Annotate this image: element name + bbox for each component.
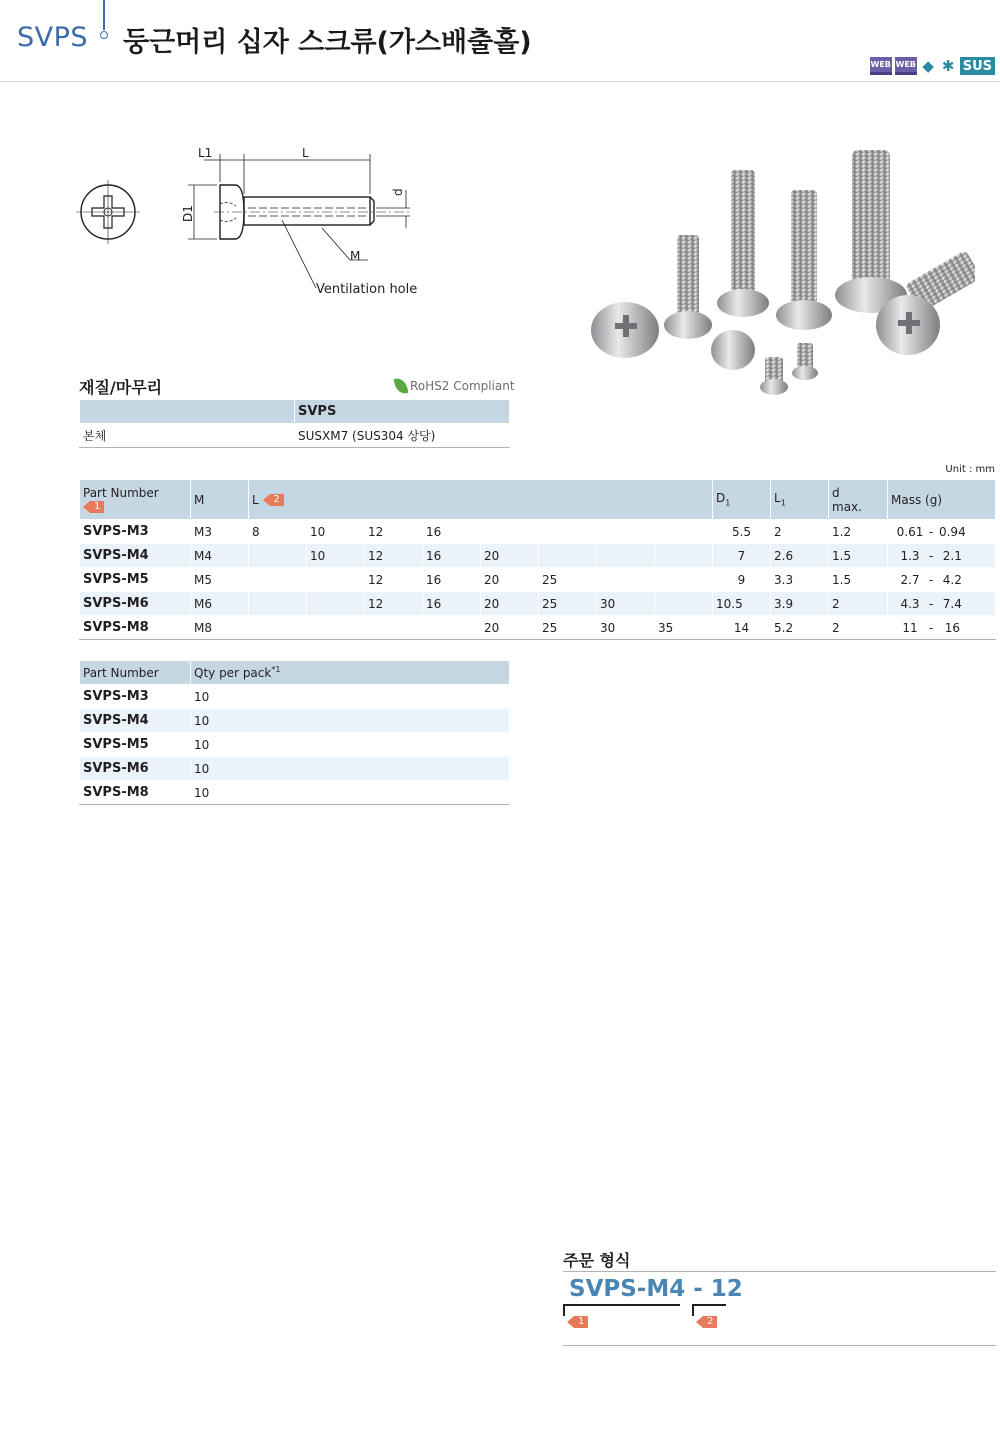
d1-cell: 10.5 <box>713 592 771 616</box>
qty-cell: 10 <box>191 781 510 805</box>
d1-cell: 14 <box>713 616 771 640</box>
l1-label: L1 <box>198 146 213 160</box>
d-cell: 1.2 <box>829 520 888 544</box>
l-cell <box>655 520 713 544</box>
order-code: SVPS-M4 - 12 <box>569 1276 743 1302</box>
l-cell <box>249 568 307 592</box>
mass-max: 0.94 <box>938 524 966 539</box>
d1-cell: 9 <box>713 568 771 592</box>
part-number-cell: SVPS-M6 <box>80 757 191 781</box>
d1-cell: 7 <box>713 544 771 568</box>
l-cell <box>307 568 365 592</box>
header-d1-label: D <box>716 491 726 506</box>
l-cell <box>655 568 713 592</box>
l-label: L <box>302 146 309 160</box>
qty-cell: 10 <box>191 757 510 781</box>
page-header <box>0 0 1000 82</box>
mass-sep: - <box>929 620 934 635</box>
material-row-label: 본체 <box>80 424 295 448</box>
table-row <box>80 757 510 781</box>
tag-1 <box>83 501 104 513</box>
mass-min: 0.61 <box>896 524 924 539</box>
part-number-cell: SVPS-M4 <box>80 544 191 568</box>
mass-cell <box>888 592 996 616</box>
mass-max: 16 <box>944 620 960 635</box>
mass-sep: - <box>929 548 934 563</box>
table-row <box>80 709 510 733</box>
table-row <box>80 781 510 805</box>
header-l1-sub: 1 <box>780 498 786 508</box>
qty-cell: 10 <box>191 709 510 733</box>
l-cell: 16 <box>423 592 481 616</box>
table-row <box>80 733 510 757</box>
header-m: M <box>191 480 249 520</box>
order-tag-1-label: 1 <box>574 1316 588 1328</box>
side-view <box>214 185 410 239</box>
header-l1 <box>771 480 829 520</box>
order-tag-1 <box>567 1316 588 1328</box>
l-cell: 16 <box>423 568 481 592</box>
d1-cell: 5.5 <box>713 520 771 544</box>
table-row <box>80 568 996 592</box>
table-row <box>80 685 510 709</box>
header-d <box>829 480 888 520</box>
tag-2-label: 2 <box>270 494 284 506</box>
l-cell <box>307 616 365 640</box>
part-number-cell: SVPS-M5 <box>80 733 191 757</box>
sus-badge: SUS <box>960 57 995 75</box>
order-tag-2-label: 2 <box>703 1316 717 1328</box>
m-cell: M4 <box>191 544 249 568</box>
unit-label: Unit : mm <box>945 464 995 475</box>
order-bottom-divider <box>563 1345 996 1346</box>
ventilation-hole-label: Ventilation hole <box>316 282 418 297</box>
l-cell: 10 <box>307 520 365 544</box>
d-cell: 2 <box>829 616 888 640</box>
l-cell <box>539 520 597 544</box>
qty-header-qty <box>191 661 510 685</box>
qty-table <box>79 660 510 805</box>
header-l <box>249 480 713 520</box>
header-l1-label: L <box>774 491 781 506</box>
mass-sep: - <box>929 572 934 587</box>
l-cell <box>481 520 539 544</box>
m-cell: M5 <box>191 568 249 592</box>
table-row <box>80 544 996 568</box>
d-cell: 1.5 <box>829 568 888 592</box>
header-divider-line <box>103 0 105 30</box>
l-cell: 12 <box>365 568 423 592</box>
l-cell <box>423 616 481 640</box>
material-header-empty <box>80 400 295 424</box>
m-label: M <box>350 249 361 263</box>
mass-sep: - <box>929 524 934 539</box>
tag-2 <box>263 494 284 506</box>
header-l-label: L <box>252 492 259 507</box>
tag-1-label: 1 <box>90 501 104 513</box>
l-cell: 35 <box>655 616 713 640</box>
l-cell: 16 <box>423 544 481 568</box>
d-cell: 2 <box>829 592 888 616</box>
mass-min: 4.3 <box>900 596 920 611</box>
l-cell: 10 <box>307 544 365 568</box>
d-label: d <box>391 188 405 196</box>
header-part-number-label: Part Number <box>83 485 159 500</box>
gear-icon: ✱ <box>941 57 955 75</box>
part-number-cell: SVPS-M4 <box>80 709 191 733</box>
l1-cell: 5.2 <box>771 616 829 640</box>
material-title: 재질/마무리 <box>79 378 163 397</box>
l-cell <box>249 592 307 616</box>
part-number-cell: SVPS-M6 <box>80 592 191 616</box>
l1-cell: 3.9 <box>771 592 829 616</box>
material-header-svps: SVPS <box>295 400 510 424</box>
l-cell <box>249 616 307 640</box>
material-row-value: SUSXM7 (SUS304 상당) <box>295 424 510 448</box>
m-cell: M3 <box>191 520 249 544</box>
l-cell: 20 <box>481 544 539 568</box>
l-cell <box>597 520 655 544</box>
header-divider-dot <box>100 31 108 39</box>
header-d-label: d <box>832 485 840 500</box>
mass-max: 4.2 <box>942 572 962 587</box>
product-photo <box>585 125 975 405</box>
page-title: 둥근머리 십자 스크류(가스배출홀) <box>123 27 532 58</box>
l-cell: 25 <box>539 568 597 592</box>
l-cell: 16 <box>423 520 481 544</box>
series-code: SVPS <box>17 22 89 53</box>
leaf-icon <box>394 377 409 395</box>
part-number-cell: SVPS-M5 <box>80 568 191 592</box>
order-tag-2 <box>696 1316 717 1328</box>
header-mass: Mass (g) <box>888 480 996 520</box>
l-cell <box>597 568 655 592</box>
header-d1-sub: 1 <box>725 498 731 508</box>
header-part-number <box>80 480 191 520</box>
qty-header-qty-label: Qty per pack <box>194 666 272 680</box>
l-cell <box>365 616 423 640</box>
order-title-divider <box>563 1271 996 1272</box>
feature-badges <box>870 57 995 75</box>
mass-cell <box>888 616 996 640</box>
qty-header-note: *1 <box>271 665 281 674</box>
web-badge-icon: WEB <box>895 57 917 75</box>
l1-cell: 2 <box>771 520 829 544</box>
l-cell: 8 <box>249 520 307 544</box>
mass-cell <box>888 544 996 568</box>
rohs-badge <box>395 378 515 394</box>
l-cell: 12 <box>365 592 423 616</box>
mass-max: 2.1 <box>942 548 962 563</box>
order-bracket-1 <box>563 1304 680 1316</box>
web-badge-icon: WEB <box>870 57 892 75</box>
m-cell: M6 <box>191 592 249 616</box>
l-cell: 30 <box>597 592 655 616</box>
header-d1 <box>713 480 771 520</box>
part-number-cell: SVPS-M3 <box>80 520 191 544</box>
mass-max: 7.4 <box>942 596 962 611</box>
material-table <box>79 399 510 448</box>
l-cell <box>655 544 713 568</box>
l-cell: 12 <box>365 520 423 544</box>
mass-cell <box>888 568 996 592</box>
l-cell: 25 <box>539 592 597 616</box>
l-cell: 20 <box>481 568 539 592</box>
vacuum-icon: ◆ <box>922 57 934 75</box>
l-cell: 30 <box>597 616 655 640</box>
part-number-cell: SVPS-M8 <box>80 781 191 805</box>
spec-table <box>79 479 996 640</box>
l-cell <box>597 544 655 568</box>
m-cell: M8 <box>191 616 249 640</box>
table-row <box>80 616 996 640</box>
d-cell: 1.5 <box>829 544 888 568</box>
part-number-cell: SVPS-M3 <box>80 685 191 709</box>
screw-drawing <box>70 140 440 310</box>
table-row <box>80 592 996 616</box>
l-cell: 20 <box>481 616 539 640</box>
l-cell: 12 <box>365 544 423 568</box>
header-d-sub: max. <box>832 499 862 514</box>
l-cell <box>539 544 597 568</box>
l-cell: 20 <box>481 592 539 616</box>
l-cell <box>307 592 365 616</box>
mass-sep: - <box>929 596 934 611</box>
order-bracket-2 <box>692 1304 726 1316</box>
l1-cell: 2.6 <box>771 544 829 568</box>
mass-min: 2.7 <box>900 572 920 587</box>
l-cell <box>655 592 713 616</box>
l1-cell: 3.3 <box>771 568 829 592</box>
qty-cell: 10 <box>191 733 510 757</box>
d1-label: D1 <box>181 205 195 222</box>
l-cell <box>249 544 307 568</box>
table-row <box>80 520 996 544</box>
mass-min: 11 <box>902 620 918 635</box>
rohs-label: RoHS2 Compliant <box>410 379 515 393</box>
mass-min: 1.3 <box>900 548 920 563</box>
mass-cell <box>888 520 996 544</box>
l-cell: 25 <box>539 616 597 640</box>
qty-cell: 10 <box>191 685 510 709</box>
qty-header-part-number: Part Number <box>80 661 191 685</box>
part-number-cell: SVPS-M8 <box>80 616 191 640</box>
head-top-view <box>76 180 140 244</box>
order-title: 주문 형식 <box>563 1251 631 1270</box>
